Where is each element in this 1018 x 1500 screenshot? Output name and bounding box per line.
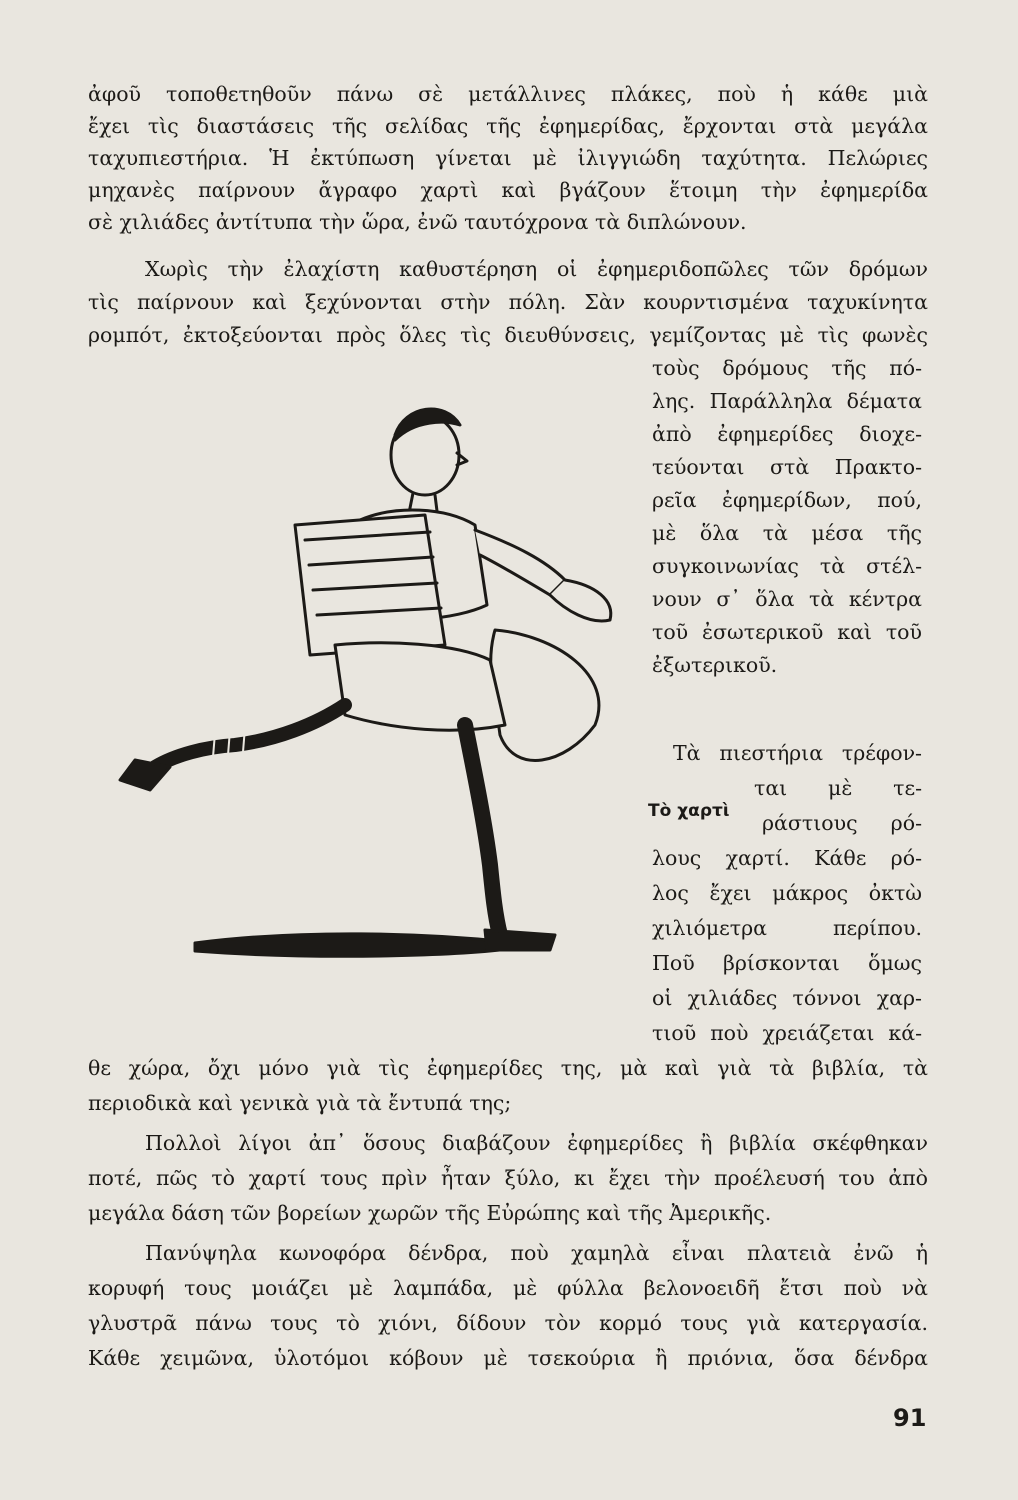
column-line: ἐξωτερικοῦ. [652,653,778,677]
column-line: Τὰ πιεστήρια τρέφον- [673,741,922,765]
text-line: Πολλοὶ λίγοι ἀπ᾿ ὅσους διαβάζουν ἐφημερίδες ἢ βιβλία σκέφθηκαν [145,1131,928,1155]
text-line: ταχυπιεστήρια. Ἡ ἐκτύπωση γίνεται μὲ ἰλιγγιώδη ταχύτητα. Πελώριες [88,146,928,170]
column-line: λους χαρτί. Κάθε ρό- [652,846,922,870]
text-line: μεγάλα δάση τῶν βορείων χωρῶν τῆς Εὐρώπης καὶ τῆς Ἀμερικῆς. [88,1201,772,1225]
column-line: ται μὲ τε- [754,776,922,800]
page-number: 91 [893,1404,927,1432]
text-line: τὶς παίρνουν καὶ ξεχύνονται στὴν πόλη. Σὰν κουρντισμένα ταχυκίνητα [88,290,928,314]
text-line: Κάθε χειμῶνα, ὑλοτόμοι κόβουν μὲ τσεκούρια ἢ πριόνια, ὅσα δένδρα [88,1346,928,1370]
text-line: ἀφοῦ τοποθετηθοῦν πάνω σὲ μετάλλινες πλάκες, ποὺ ἡ κάθε μιὰ [88,82,928,106]
column-line: Ποῦ βρίσκονται ὅμως [652,951,922,975]
column-line: χιλιόμετρα περίπου. [652,916,922,940]
column-line: οἱ χιλιάδες τόννοι χαρ- [652,986,922,1010]
text-line: ἔχει τὶς διαστάσεις τῆς σελίδας τῆς ἐφημερίδας, ἔρχονται στὰ μεγάλα [88,114,928,138]
text-line: Χωρὶς τὴν ἐλαχίστη καθυστέρηση οἱ ἐφημεριδοπῶλες τῶν δρόμων [145,257,928,281]
column-line: ρεῖα ἐφημερίδων, πού, [652,488,922,512]
text-line: μηχανὲς παίρνουν ἄγραφο χαρτὶ καὶ βγάζουν ἕτοιμη τὴν ἐφημερίδα [88,178,928,202]
text-line: κορυφή τους μοιάζει μὲ λαμπάδα, μὲ φύλλα βελονοειδῆ ἔτσι ποὺ νὰ [88,1276,928,1300]
column-line: τοὺς δρόμους τῆς πό- [652,356,922,380]
column-line: τεύονται στὰ Πρακτο- [652,455,922,479]
running-newsboy-illustration [95,395,650,995]
column-line: λης. Παράλληλα δέματα [652,389,922,413]
side-heading: Τὸ χαρτὶ [648,801,730,821]
column-line: τοῦ ἐσωτερικοῦ καὶ τοῦ [652,620,922,644]
text-line: θε χώρα, ὄχι μόνο γιὰ τὶς ἐφημερίδες της, μὰ καὶ γιὰ τὰ βιβλία, τὰ [88,1056,928,1080]
text-line: περιοδικὰ καὶ γενικὰ γιὰ τὰ ἔντυπά της; [88,1091,512,1115]
column-line: ἀπὸ ἐφημερίδες διοχε- [652,422,922,446]
column-line: ράστιους ρό- [762,811,922,835]
column-line: τιοῦ ποὺ χρειάζεται κά- [652,1021,922,1045]
text-line: ρομπότ, ἐκτοξεύονται πρὸς ὅλες τὶς διευθύνσεις, γεμίζοντας μὲ τὶς φωνὲς [88,323,928,347]
column-line: λος ἔχει μάκρος ὀκτὼ [652,881,922,905]
text-line: ποτέ, πῶς τὸ χαρτί τους πρὶν ἦταν ξύλο, κι ἔχει τὴν προέλευσή του ἀπὸ [88,1166,928,1190]
column-line: νουν σ᾿ ὅλα τὰ κέντρα [652,587,922,611]
column-line: μὲ ὅλα τὰ μέσα τῆς [652,521,922,545]
text-line: γλυστρᾶ πάνω τους τὸ χιόνι, δίδουν τὸν κορμό τους γιὰ κατεργασία. [88,1311,928,1335]
column-line: συγκοινωνίας τὰ στέλ- [652,554,922,578]
text-line: Πανύψηλα κωνοφόρα δένδρα, ποὺ χαμηλὰ εἶναι πλατειὰ ἐνῶ ἡ [145,1241,928,1265]
text-line: σὲ χιλιάδες ἀντίτυπα τὴν ὥρα, ἐνῶ ταυτόχρονα τὰ διπλώνουν. [88,210,747,234]
